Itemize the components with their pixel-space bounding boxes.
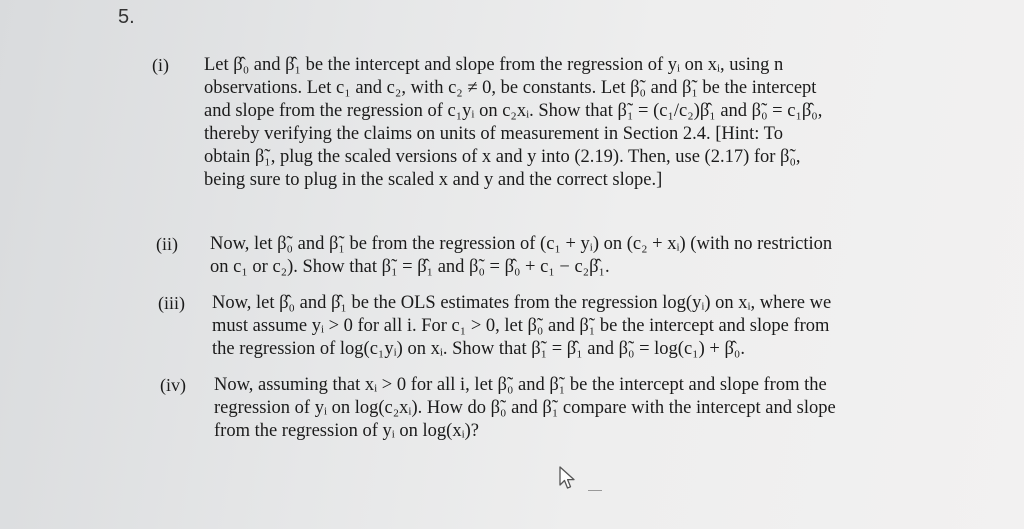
part-label: (iv) (160, 375, 186, 395)
text-line: Now, assuming that xᵢ > 0 for all i, let β̃₀ and β̃₁ be the intercept and slope from the (214, 375, 827, 395)
text-line: and slope from the regression of c₁yᵢ on c₂xᵢ. Show that β̃₁ = (c₁/c₂)β̂₁ and β̃₀ = c₁β̂₀, (204, 101, 823, 121)
text-line: being sure to plug in the scaled x and y and the correct slope.] (204, 170, 663, 190)
text-line: obtain β̃₁, plug the scaled versions of x and y into (2.19). Then, use (2.17) for β̃₀, (204, 147, 801, 167)
text-line: Now, let β̃₀ and β̃₁ be from the regression of (c₁ + yᵢ) on (c₂ + xᵢ) (with no restriction (210, 234, 833, 254)
part-body (210, 233, 970, 279)
text-line: thereby verifying the claims on units of measurement in Section 2.4. [Hint: To (204, 124, 783, 144)
part-label: (ii) (156, 234, 178, 254)
text-line: regression of yᵢ on log(c₂xᵢ). How do β̃₀ and β̃₁ compare with the intercept and slope (214, 398, 836, 418)
text-line: from the regression of yᵢ on log(xᵢ)? (214, 421, 479, 441)
text-line: observations. Let c₁ and c₂, with c₂ ≠ 0, be constants. Let β̃₀ and β̃₁ be the intercept (204, 78, 817, 98)
part-label: (i) (152, 55, 169, 75)
part-body (204, 54, 964, 192)
part-label: (iii) (158, 293, 185, 313)
mouse-pointer-icon (558, 465, 578, 491)
part-body (212, 292, 972, 361)
part-body (214, 374, 974, 443)
text-line: must assume yᵢ > 0 for all i. For c₁ > 0, let β̃₀ and β̃₁ be the intercept and slope from (212, 316, 830, 336)
text-line: Now, let β̂₀ and β̂₁ be the OLS estimates from the regression log(yᵢ) on xᵢ, where we (212, 293, 832, 313)
text-line: the regression of log(c₁yᵢ) on xᵢ. Show that β̃₁ = β̂₁ and β̃₀ = log(c₁) + β̂₀. (212, 339, 745, 359)
text-line: Let β̂₀ and β̂₁ be the intercept and slope from the regression of yᵢ on xᵢ, using n (204, 55, 784, 75)
problem-number: 5. (118, 6, 135, 28)
stray-mark (588, 490, 602, 491)
text-line: on c₁ or c₂). Show that β̃₁ = β̂₁ and β̃₀ = β̂₀ + c₁ − c₂β̂₁. (210, 257, 610, 277)
